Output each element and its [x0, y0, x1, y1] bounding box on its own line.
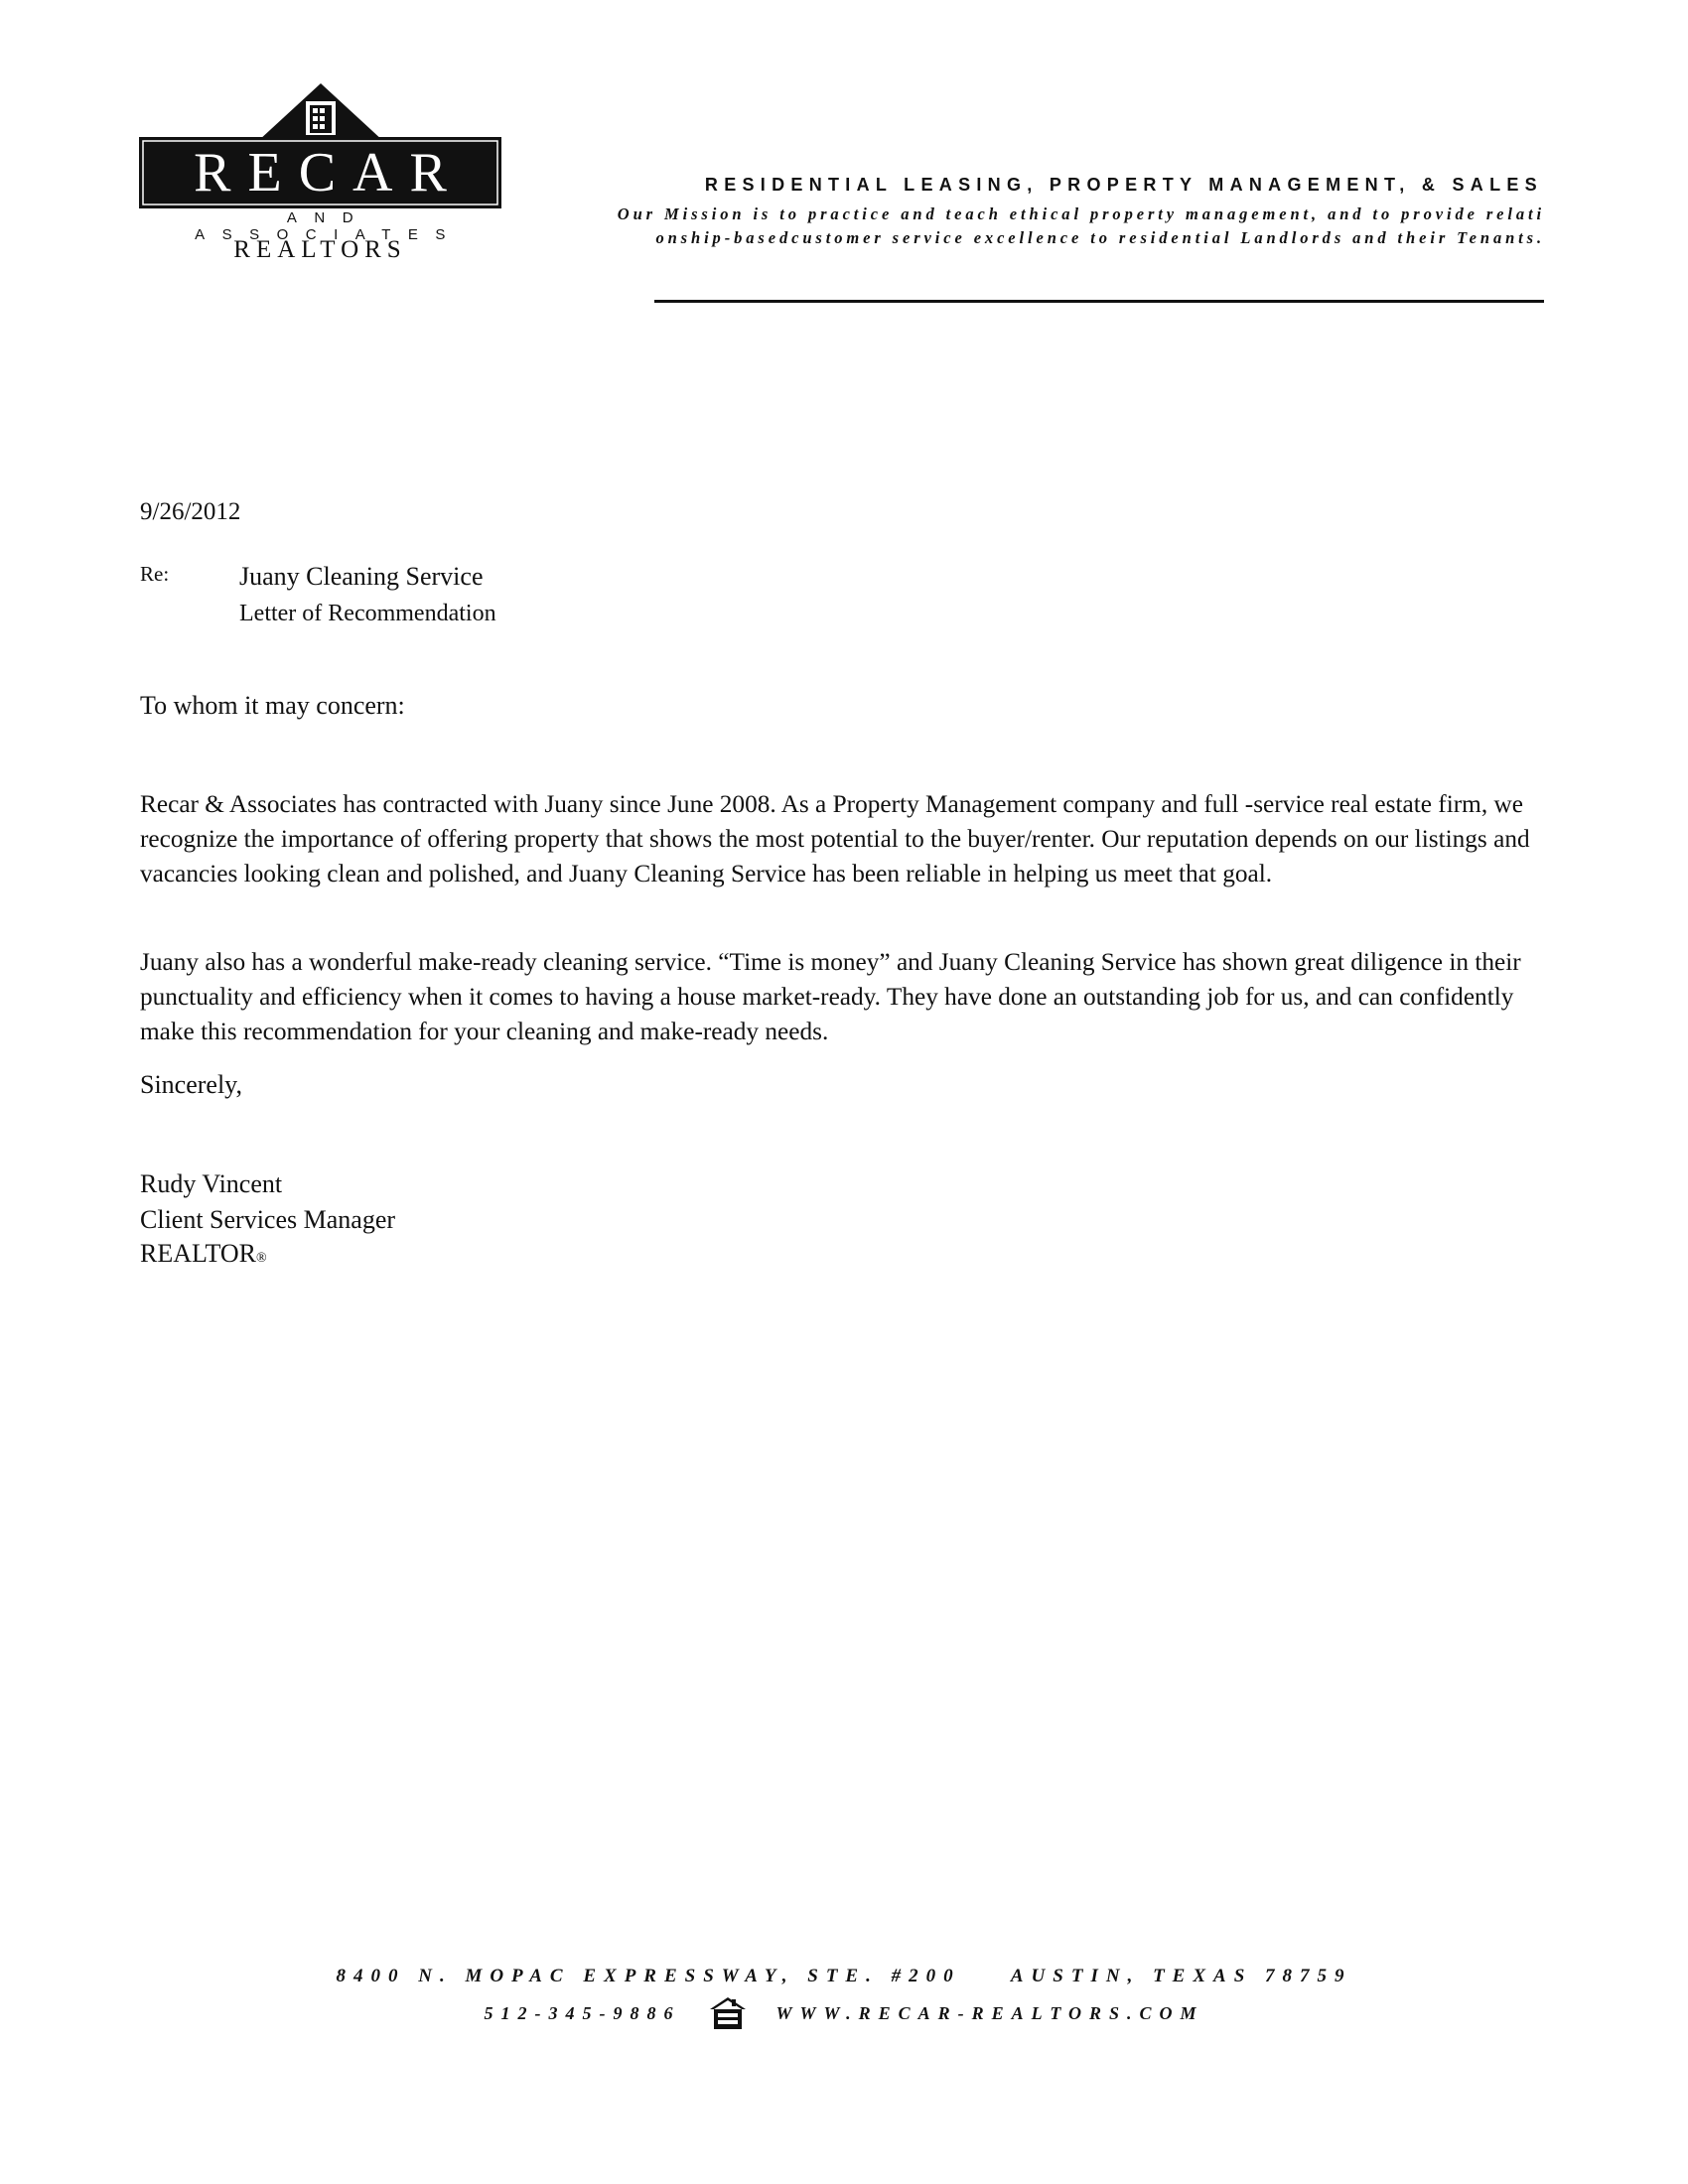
logo-associates-text: AND ASSOCIATES	[195, 209, 463, 243]
subject-title: Juany Cleaning Service	[239, 562, 484, 591]
company-logo	[139, 79, 501, 278]
equal-housing-house-icon	[706, 1995, 750, 2031]
letter-date: 9/26/2012	[140, 498, 241, 525]
salutation: To whom it may concern:	[140, 691, 405, 720]
realtor-designation-text: REALTOR	[140, 1239, 257, 1268]
company-tagline: RESIDENTIAL LEASING, PROPERTY MANAGEMENT, & SALES	[704, 175, 1543, 195]
footer-website[interactable]: WWW.RECAR-REALTORS.COM	[775, 2002, 1204, 2023]
subject-label: Re:	[140, 562, 170, 586]
logo-realtors-text: REALTORS	[233, 236, 407, 263]
subject-subtitle: Letter of Recommendation	[239, 601, 496, 626]
footer-contact	[0, 1995, 1688, 2031]
signer-name: Rudy Vincent	[140, 1169, 283, 1198]
body-paragraph-2: Juany also has a wonderful make-ready cleaning service. “Time is money” and Juany Cleaning Service has shown great diligence in their punctuality and efficiency when it comes to having a house market-ready. They have done an outstanding job for us, and can confidently make this recommendation for your cleaning and make-ready needs.	[140, 948, 1521, 1045]
closing: Sincerely,	[140, 1070, 242, 1099]
body-paragraph-1: Recar & Associates has contracted with Juany since June 2008. As a Property Management company and full -service real estate firm, we recognize the importance of offering property that shows the most potential to the buyer/renter. Our reputation depends on our listings and vacancies looking clean and polished, and Juany Cleaning Service has been reliable in helping us meet that goal.	[140, 790, 1530, 887]
header-divider	[654, 300, 1544, 303]
signer-title: Client Services Manager	[140, 1205, 396, 1234]
mission-statement: Our Mission is to practice and teach ethical property management, and to provide relationship-basedcustomer service excellence to residential Landlords and their Tenants.	[617, 205, 1545, 247]
signer-designation	[140, 1239, 267, 1269]
footer-address: 8400 N. MOPAC EXPRESSWAY, STE. #200 AUSTIN, TEXAS 78759	[336, 1966, 1352, 1986]
registered-mark: ®	[256, 1251, 267, 1266]
footer-phone: 512-345-9886	[484, 2002, 681, 2023]
logo-wordmark: RECAR	[194, 142, 464, 204]
